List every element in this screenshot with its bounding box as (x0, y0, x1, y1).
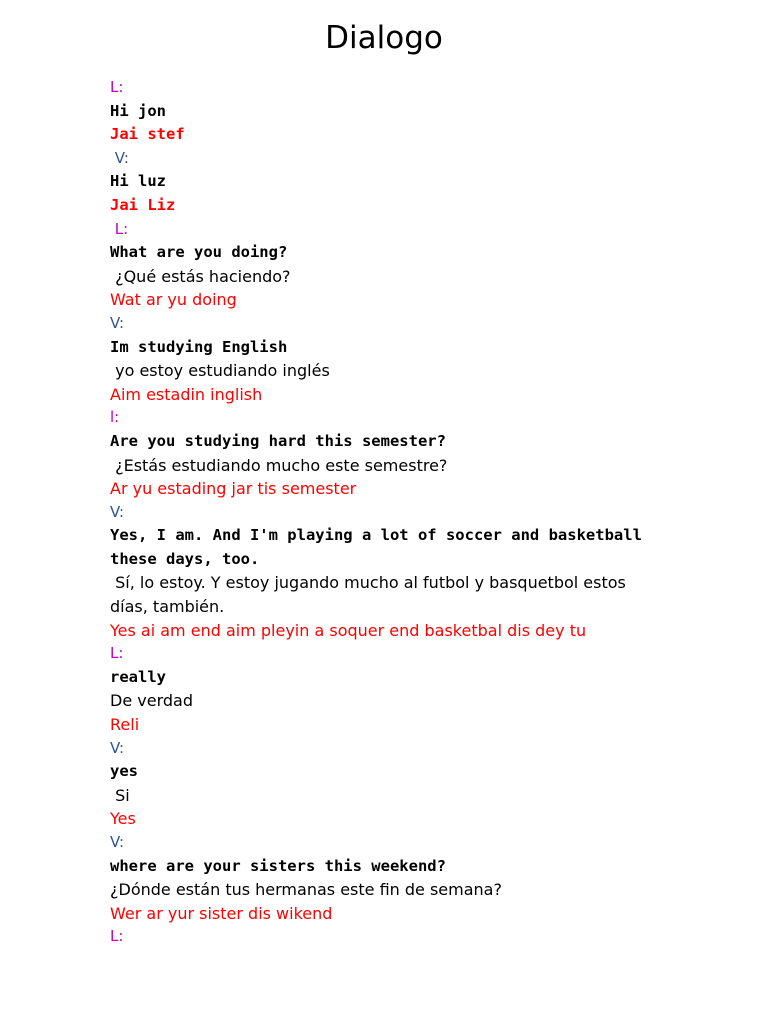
phonetic-pronunciation: Reli (110, 715, 140, 735)
speaker-label: L: (110, 219, 129, 238)
phonetic-pronunciation: Yes ai am end aim pleyin a soquer end basketbal dis dey tu (110, 620, 587, 640)
phonetic-pronunciation: Wat ar yu doing (110, 290, 237, 310)
speaker-label: l: (110, 408, 120, 427)
phonetic-pronunciation: Wer ar yur sister dis wikend (110, 903, 333, 923)
phonetic-pronunciation: Jai stef (110, 125, 185, 144)
english-line: these days, too. (110, 549, 260, 568)
spanish-translation: Sí, lo estoy. Y estoy jugando mucho al futbol y basquetbol estos (110, 573, 626, 593)
english-line: Are you studying hard this semester? (110, 431, 446, 450)
phonetic-pronunciation: Ar yu estading jar tis semester (110, 479, 357, 499)
speaker-label: L: (110, 927, 124, 946)
speaker-label: V: (110, 148, 129, 167)
spanish-translation: ¿Dónde están tus hermanas este fin de semana? (110, 880, 502, 900)
english-line: Hi luz (110, 172, 166, 191)
english-line: Hi jon (110, 101, 166, 120)
spanish-translation: días, también. (110, 597, 225, 617)
english-line: where are your sisters this weekend? (110, 856, 446, 875)
speaker-label: V: (110, 502, 125, 521)
phonetic-pronunciation: Jai Liz (110, 195, 176, 214)
spanish-translation: Si (110, 785, 130, 805)
dialogue-body (110, 76, 670, 949)
english-line: Yes, I am. And I'm playing a lot of soccer and basketball (110, 526, 642, 545)
spanish-translation: yo estoy estudiando inglés (110, 361, 330, 381)
spanish-translation: ¿Estás estudiando mucho este semestre? (110, 455, 448, 475)
spanish-translation: ¿Qué estás haciendo? (110, 266, 291, 286)
english-line: What are you doing? (110, 243, 288, 262)
speaker-label: V: (110, 738, 125, 757)
english-line: yes (110, 762, 138, 781)
document-title: Dialogo (325, 20, 443, 56)
phonetic-pronunciation: Yes (110, 809, 136, 829)
speaker-label: V: (110, 833, 125, 851)
english-line: Im studying English (110, 337, 288, 356)
phonetic-pronunciation: Aim estadin inglish (110, 384, 263, 404)
spanish-translation: De verdad (110, 691, 193, 711)
speaker-label: L: (110, 78, 124, 96)
english-line: really (110, 667, 166, 686)
speaker-label: V: (110, 313, 125, 332)
speaker-label: L: (110, 644, 124, 663)
